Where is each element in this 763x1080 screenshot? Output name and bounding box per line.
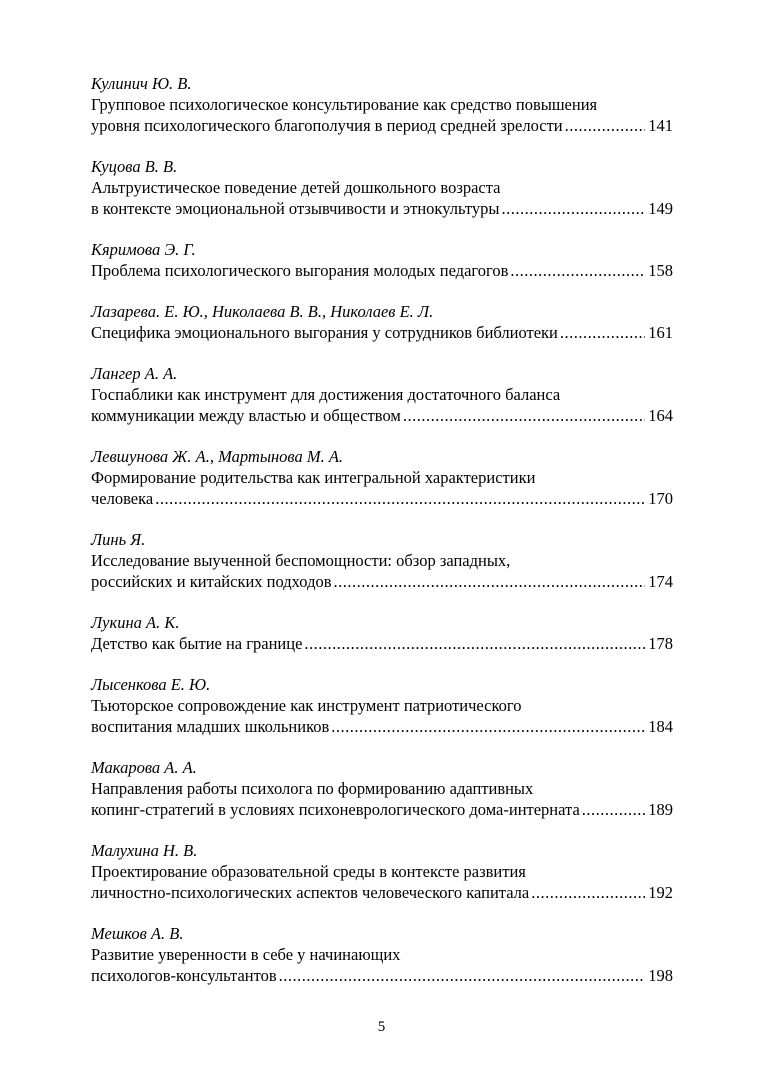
toc-entry-page[interactable]: 149 (648, 199, 673, 218)
toc-entry-author: Малухина Н. В. (91, 841, 198, 860)
toc-entry-title-line: Направления работы психолога по формированию адаптивных (91, 779, 534, 798)
toc-entry-author: Кяримова Э. Г. (91, 240, 196, 259)
toc-entry-title-end: российских и китайских подходов (91, 572, 332, 591)
toc-entry-author: Мешков А. В. (91, 924, 184, 943)
toc-entry-last-line (91, 198, 673, 219)
dot-leader (582, 799, 645, 820)
toc-entry-author: Лангер А. А. (91, 364, 178, 383)
toc-entry[interactable] (91, 529, 673, 592)
toc-entry-author: Левшунова Ж. А., Мартынова М. А. (91, 447, 344, 466)
toc-entry-title-end: личностно-психологических аспектов человеческого капитала (91, 883, 530, 902)
dot-leader (531, 882, 645, 903)
toc-entry-title-end: копинг-стратегий в условиях психоневрологического дома-интерната (91, 800, 580, 819)
toc-entry-title-end: психологов-консультантов (91, 966, 277, 985)
dot-leader (279, 965, 646, 986)
toc-entry-last-line (91, 488, 673, 509)
toc-entry[interactable] (91, 674, 673, 737)
toc-entry[interactable] (91, 73, 673, 136)
toc-entry-author: Макарова А. А. (91, 758, 197, 777)
toc-entry-title-end: в контексте эмоциональной отзывчивости и этнокультуры (91, 199, 500, 218)
toc-entry-author: Лазарева. Е. Ю., Николаева В. В., Николаев Е. Л. (91, 302, 434, 321)
toc-entry[interactable] (91, 612, 673, 654)
toc-entry-page[interactable]: 164 (648, 406, 673, 425)
toc-entry-last-line (91, 799, 673, 820)
toc-entry-page[interactable]: 184 (648, 717, 673, 736)
toc-entry-title-line: Госпаблики как инструмент для достижения достаточного баланса (91, 385, 561, 404)
toc-entry[interactable] (91, 923, 673, 986)
toc-entry-title-end: Проблема психологического выгорания молодых педагогов (91, 261, 509, 280)
toc-entry[interactable] (91, 301, 673, 343)
toc-entry-title-line: Проектирование образовательной среды в контексте развития (91, 862, 526, 881)
toc-entry-title-end: уровня психологического благополучия в период средней зрелости (91, 116, 563, 135)
dot-leader (155, 488, 645, 509)
toc-entry-title-line: Развитие уверенности в себе у начинающих (91, 945, 401, 964)
toc-entry-page[interactable]: 158 (648, 261, 673, 280)
toc-entry-page[interactable]: 189 (648, 800, 673, 819)
dot-leader (560, 322, 645, 343)
dot-leader (334, 571, 646, 592)
dot-leader (304, 633, 645, 654)
toc-entry-page[interactable]: 178 (648, 634, 673, 653)
toc-entry-last-line (91, 405, 673, 426)
toc-entry-author: Кулинич Ю. В. (91, 74, 192, 93)
toc-entry-title-line: Исследование выученной беспомощности: обзор западных, (91, 551, 511, 570)
toc-entry-last-line (91, 716, 673, 737)
toc-entry-page[interactable]: 141 (648, 116, 673, 135)
toc-entry-last-line (91, 633, 673, 654)
toc-entry-title-line: Альтруистическое поведение детей дошкольного возраста (91, 178, 501, 197)
toc-entry-page[interactable]: 174 (648, 572, 673, 591)
dot-leader (501, 198, 645, 219)
toc-entry[interactable] (91, 446, 673, 509)
toc-entry[interactable] (91, 239, 673, 281)
toc-entry-title-end: человека (91, 489, 154, 508)
dot-leader (565, 115, 646, 136)
page-number: 5 (377, 1019, 386, 1035)
toc-entry-last-line (91, 260, 673, 281)
dot-leader (510, 260, 645, 281)
toc-entry-last-line (91, 882, 673, 903)
toc-entry-last-line (91, 571, 673, 592)
toc-entry-title-line: Формирование родительства как интегральной характеристики (91, 468, 536, 487)
toc-entry[interactable] (91, 363, 673, 426)
toc-entry-title-end: воспитания младших школьников (91, 717, 330, 736)
toc-entry-title-line: Групповое психологическое консультирование как средство повышения (91, 95, 598, 114)
table-of-contents (91, 73, 673, 1006)
dot-leader (403, 405, 645, 426)
toc-entry-last-line (91, 115, 673, 136)
toc-entry[interactable] (91, 757, 673, 820)
toc-entry-title-line: Тьюторское сопровождение как инструмент патриотического (91, 696, 522, 715)
toc-entry[interactable] (91, 156, 673, 219)
toc-entry-page[interactable]: 198 (648, 966, 673, 985)
toc-entry-page[interactable]: 192 (648, 883, 673, 902)
toc-entry-title-end: Детство как бытие на границе (91, 634, 303, 653)
toc-entry-title-end: Специфика эмоционального выгорания у сотрудников библиотеки (91, 323, 558, 342)
toc-entry-author: Линь Я. (91, 530, 146, 549)
toc-entry-author: Куцова В. В. (91, 157, 178, 176)
toc-entry-page[interactable]: 170 (648, 489, 673, 508)
toc-entry-title-end: коммуникации между властью и обществом (91, 406, 401, 425)
toc-entry-author: Лысенкова Е. Ю. (91, 675, 211, 694)
toc-entry[interactable] (91, 840, 673, 903)
toc-entry-last-line (91, 322, 673, 343)
toc-entry-page[interactable]: 161 (648, 323, 673, 342)
toc-entry-last-line (91, 965, 673, 986)
dot-leader (331, 716, 645, 737)
toc-entry-author: Лукина А. К. (91, 613, 180, 632)
